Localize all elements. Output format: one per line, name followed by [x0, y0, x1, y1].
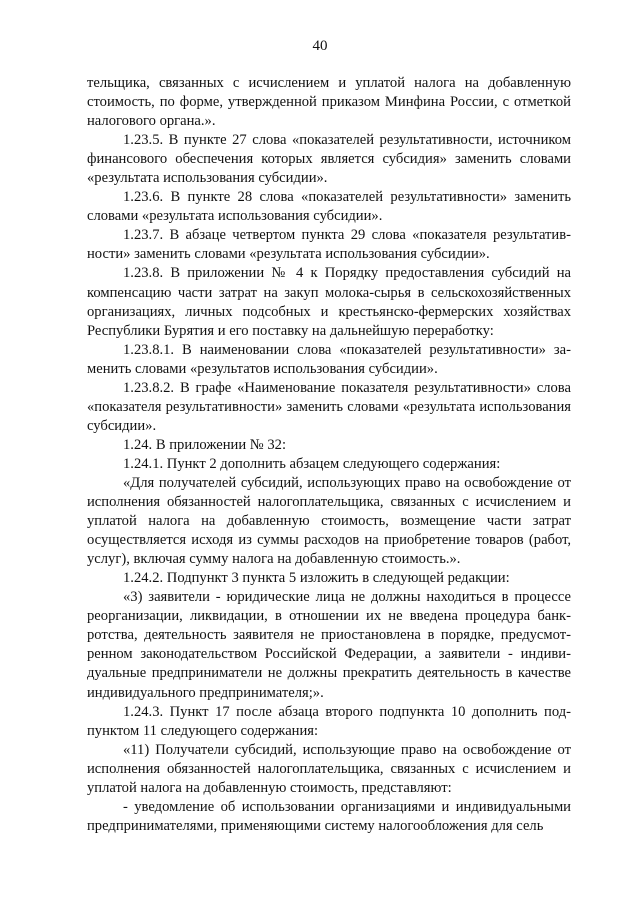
paragraph: 1.23.8.1. В наименовании слова «показателей результативности» заменить словами «результатов использования субсидии».	[87, 341, 571, 377]
paragraph: 1.23.5. В пункте 27 слова «показателей результативности, источником финансового обеспечения которых является субсидия» заменить словами «результата использования субсидии».	[87, 132, 571, 187]
paragraph: 1.23.8.2. В графе «Наименование показателя результативности» слова «показателя результативности» заменить словами «результата использования субсидии».	[87, 379, 571, 434]
paragraph: 1.24.3. Пункт 17 после абзаца второго подпункта 10 дополнить подпунктом 11 следующего содержания:	[87, 703, 571, 739]
paragraph: 1.24. В приложении № 32:	[123, 436, 287, 453]
paragraph: «11) Получатели субсидий, использующие право на освобождение от исполнения обязанностей налогоплательщика, связанных с исчислением и уплатой налога на добавленную стоимость, представляют:	[87, 741, 571, 796]
paragraph: 1.24.1. Пункт 2 дополнить абзацем следующего содержания:	[123, 455, 501, 472]
paragraph: - уведомление об использовании организациями и индивидуальными предпринимателями, применяющими систему налогообложения для сель	[87, 798, 571, 834]
paragraph: 1.24.2. Подпункт 3 пункта 5 изложить в следующей редакции:	[123, 570, 510, 587]
paragraph: 1.23.8. В приложении № 4 к Порядку предоставления субсидий на компенсацию части затрат на закуп молока-сырья в сельскохозяйственных организациях, личных подсобных и крестьянско-фермерских хозяйствах Республики Бурятия и его поставку на дальнейшую переработку:	[87, 265, 571, 339]
paragraph: «Для получателей субсидий, использующих право на освобождение от исполнения обязанностей налогоплательщика, связанных с исчислением и уплатой налога на добавленную стоимость, возмещение части затрат осуществляется исходя из суммы расходов на приобретение товаров (работ, услуг), включая сумму налога на добавленную стоимость.».	[87, 474, 571, 568]
paragraph: «3) заявители - юридические лица не должны находиться в процессе реорганизации, ликвидации, в отношении их не введена процедура банкротства, деятельность заявителя не приостановлена в порядке, предусмотренном законодательством Российской Федерации, а заявители - индивидуальные предприниматели не должны прекратить деятельность в качестве индивидуального предпринимателя;».	[87, 589, 571, 701]
paragraph: тельщика, связанных с исчислением и уплатой налога на добавленную стоимость, по форме, утвержденной приказом Минфина России, с отметкой налогового органа.».	[87, 75, 571, 130]
page-number: 40	[312, 38, 328, 54]
document-body	[87, 74, 571, 836]
paragraph: 1.23.6. В пункте 28 слова «показателей результативности» заменить словами «результата использования субсидии».	[87, 189, 571, 225]
paragraph: 1.23.7. В абзаце четвертом пункта 29 слова «показателя результативности» заменить словами «результата использования субсидии».	[87, 227, 571, 263]
